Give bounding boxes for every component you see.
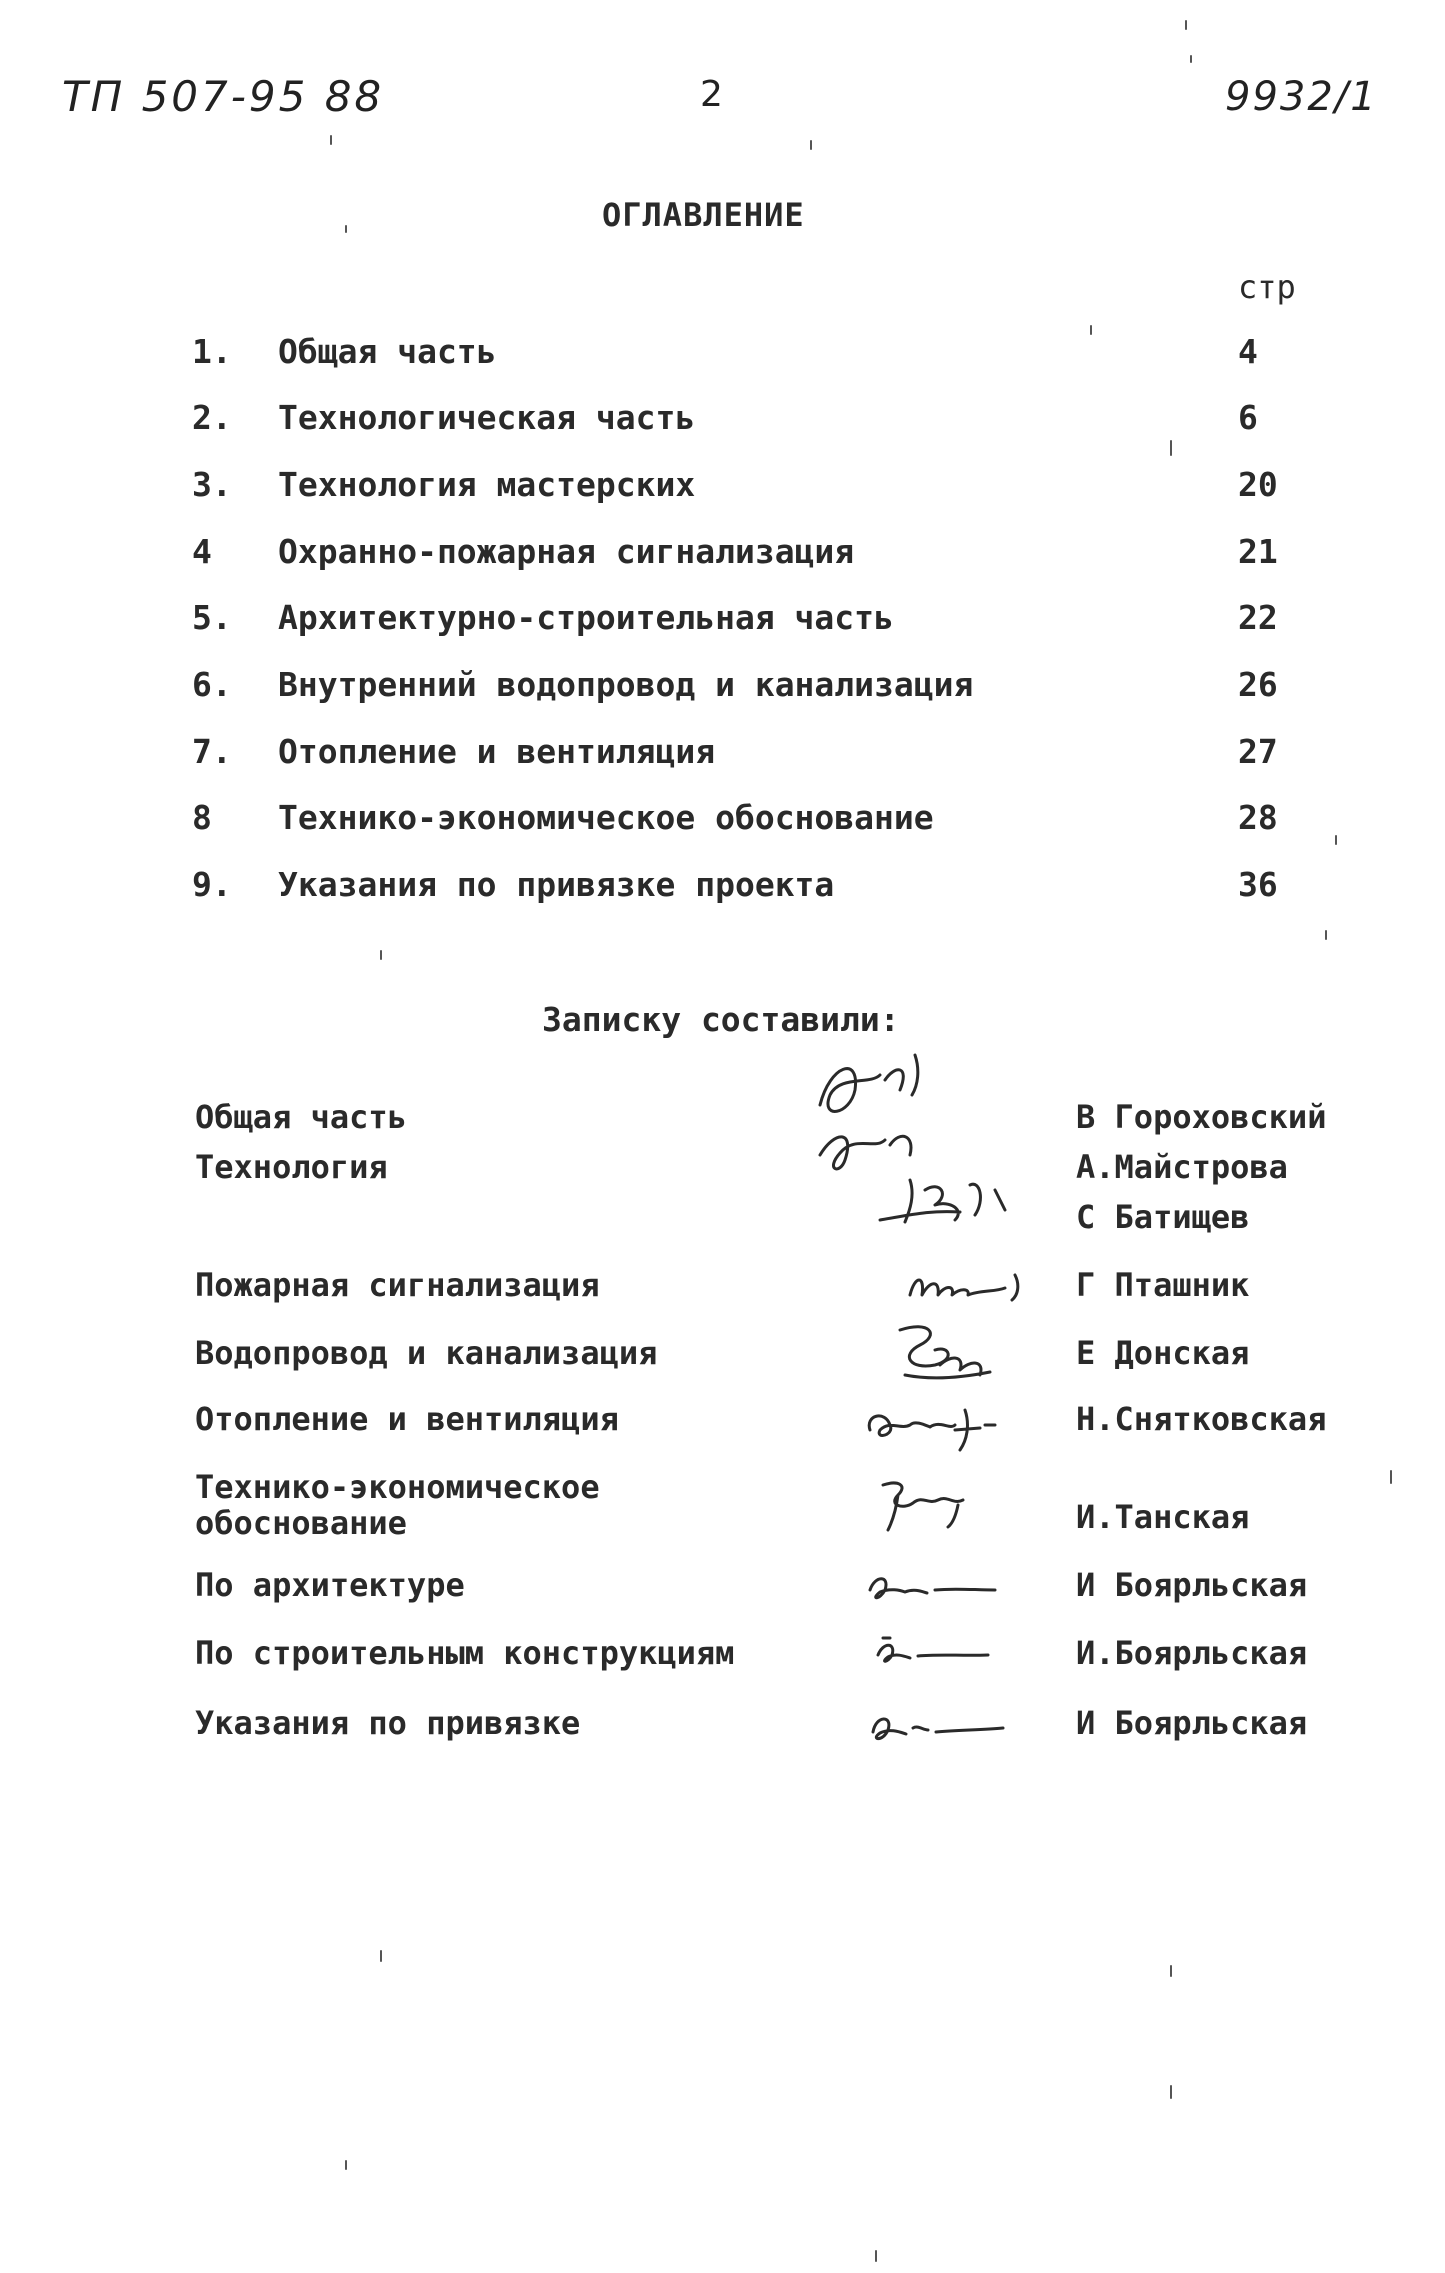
scan-speck	[1170, 440, 1172, 456]
toc-item-page: 26	[1238, 665, 1278, 704]
scan-speck	[1335, 835, 1337, 845]
toc-item-number: 5.	[192, 598, 232, 637]
author-name: И Боярльская	[1076, 1704, 1308, 1742]
document-code: ТП 507-95 88	[62, 72, 385, 121]
toc-item-page: 4	[1238, 332, 1258, 371]
toc-item-number: 2.	[192, 398, 232, 437]
toc-item-page: 36	[1238, 865, 1278, 904]
toc-item-page: 21	[1238, 532, 1278, 571]
signature-boyarlskaya-2	[868, 1630, 998, 1675]
toc-item-page: 28	[1238, 798, 1278, 837]
signature-tanskaya	[868, 1465, 998, 1540]
author-section: Технико-экономическое	[195, 1468, 600, 1506]
toc-item	[0, 732, 1445, 782]
toc-item	[0, 398, 1445, 448]
author-section: Указания по привязке	[195, 1704, 581, 1742]
toc-item-number: 9.	[192, 865, 232, 904]
scan-speck	[1390, 1470, 1392, 1484]
scan-speck	[345, 225, 347, 233]
author-name: В Гороховский	[1076, 1098, 1327, 1136]
author-section: Пожарная сигнализация	[195, 1266, 600, 1304]
author-section: Общая часть	[195, 1098, 407, 1136]
toc-title: ОГЛАВЛЕНИЕ	[602, 196, 805, 234]
toc-item-number: 8	[192, 798, 212, 837]
toc-item-number: 3.	[192, 465, 232, 504]
signature-donskaya	[880, 1310, 1030, 1390]
toc-item-label: Архитектурно-строительная часть	[278, 598, 894, 637]
author-section: Водопровод и канализация	[195, 1334, 658, 1372]
toc-item-label: Технологическая часть	[278, 398, 696, 437]
author-name: Г Пташник	[1076, 1266, 1250, 1304]
toc-item	[0, 598, 1445, 648]
scan-speck	[380, 1950, 382, 1962]
toc-item	[0, 865, 1445, 915]
toc-item-page: 6	[1238, 398, 1258, 437]
toc-item-number: 6.	[192, 665, 232, 704]
toc-item	[0, 332, 1445, 382]
toc-item-label: Указания по привязке проекта	[278, 865, 835, 904]
page-column-label: стр	[1238, 268, 1296, 306]
author-section: По архитектуре	[195, 1566, 465, 1604]
author-section: Технология	[195, 1148, 388, 1186]
scan-speck	[380, 950, 382, 960]
scan-speck	[1185, 20, 1187, 30]
author-name: И.Танская	[1076, 1498, 1250, 1536]
author-section: По строительным конструкциям	[195, 1634, 735, 1672]
author-name: С Батищев	[1076, 1198, 1250, 1236]
toc-item-number: 4	[192, 532, 212, 571]
scan-speck	[810, 140, 812, 150]
scan-speck	[1325, 930, 1327, 940]
scan-speck	[1190, 55, 1192, 63]
toc-item-page: 22	[1238, 598, 1278, 637]
author-name: И.Боярльская	[1076, 1634, 1308, 1672]
signature-boyarlskaya-1	[855, 1560, 1005, 1610]
toc-item-number: 7.	[192, 732, 232, 771]
toc-item-label: Технология мастерских	[278, 465, 696, 504]
author-section-line2: обоснование	[195, 1504, 407, 1542]
toc-item-page: 20	[1238, 465, 1278, 504]
toc-item-number: 1.	[192, 332, 232, 371]
signature-boyarlskaya-3	[858, 1700, 1008, 1750]
document-number: 9932/1	[1225, 74, 1378, 120]
toc-item-label: Общая часть	[278, 332, 497, 371]
signature-snyatkovskaya	[855, 1395, 1025, 1455]
authors-title: Записку составили:	[542, 1000, 900, 1039]
toc-item	[0, 798, 1445, 848]
scan-speck	[875, 2250, 877, 2262]
scan-speck	[345, 2160, 347, 2170]
toc-item-page: 27	[1238, 732, 1278, 771]
toc-item	[0, 465, 1445, 515]
author-name: Н.Снятковская	[1076, 1400, 1327, 1438]
toc-item	[0, 532, 1445, 582]
scan-speck	[1170, 2085, 1172, 2099]
author-name: Е Донская	[1076, 1334, 1250, 1372]
scan-speck	[1090, 325, 1092, 335]
toc-item-label: Внутренний водопровод и канализация	[278, 665, 974, 704]
scan-speck	[330, 135, 332, 145]
scan-speck	[1170, 1965, 1172, 1977]
author-name: А.Майстрова	[1076, 1148, 1288, 1186]
signature-batishchev	[870, 1160, 1040, 1240]
toc-item	[0, 665, 1445, 715]
toc-item-label: Технико-экономическое обоснование	[278, 798, 934, 837]
author-name: И Боярльская	[1076, 1566, 1308, 1604]
toc-item-label: Охранно-пожарная сигнализация	[278, 532, 855, 571]
author-section: Отопление и вентиляция	[195, 1400, 619, 1438]
toc-item-label: Отопление и вентиляция	[278, 732, 716, 771]
page-number: 2	[700, 74, 723, 115]
